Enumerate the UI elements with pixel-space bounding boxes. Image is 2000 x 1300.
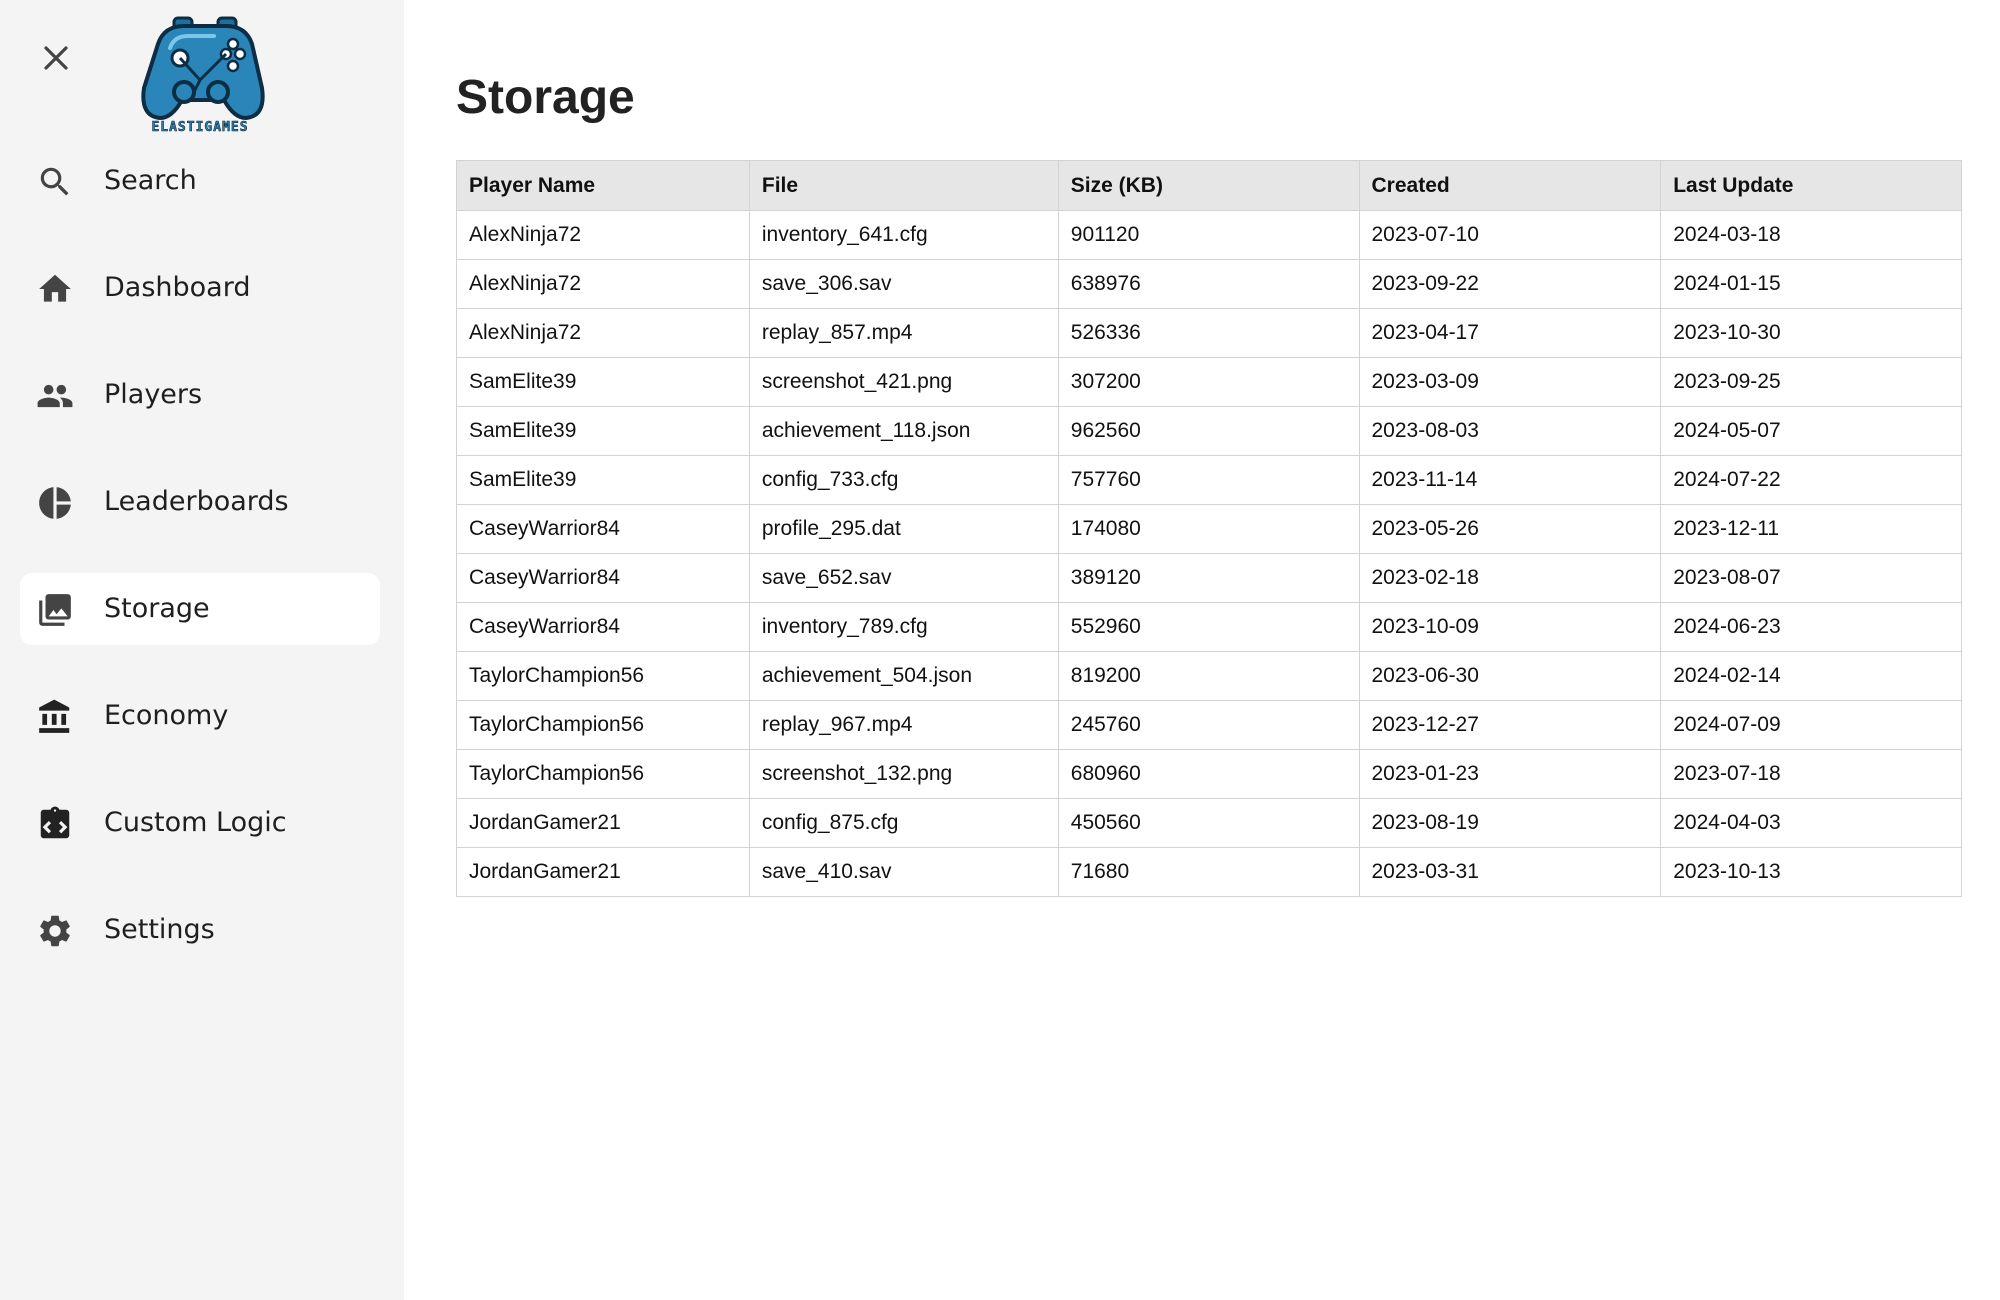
table-row[interactable] — [457, 701, 1962, 750]
player-name-cell: AlexNinja72 — [457, 211, 750, 260]
last-update-cell: 2024-04-03 — [1661, 799, 1962, 848]
last-update-cell: 2024-07-09 — [1661, 701, 1962, 750]
close-icon — [36, 38, 76, 78]
file-cell: config_875.cfg — [749, 799, 1058, 848]
player-name-cell: SamElite39 — [457, 407, 750, 456]
last-update-cell: 2023-09-25 — [1661, 358, 1962, 407]
size-cell: 174080 — [1058, 505, 1359, 554]
last-update-cell: 2024-06-23 — [1661, 603, 1962, 652]
size-cell: 757760 — [1058, 456, 1359, 505]
player-name-cell: CaseyWarrior84 — [457, 603, 750, 652]
created-cell: 2023-05-26 — [1359, 505, 1661, 554]
file-cell: screenshot_132.png — [749, 750, 1058, 799]
column-header-size[interactable]: Size (KB) — [1058, 161, 1359, 211]
last-update-cell: 2024-02-14 — [1661, 652, 1962, 701]
table-row[interactable] — [457, 799, 1962, 848]
main-content — [404, 0, 2000, 1300]
sidebar-item-label: Storage — [104, 593, 210, 624]
file-cell: save_306.sav — [749, 260, 1058, 309]
table-row[interactable] — [457, 407, 1962, 456]
file-cell: save_652.sav — [749, 554, 1058, 603]
gamepad-logo-icon — [134, 14, 266, 124]
sidebar-item-label: Leaderboards — [104, 486, 289, 517]
sidebar-item-players[interactable] — [20, 359, 380, 431]
last-update-cell: 2023-07-18 — [1661, 750, 1962, 799]
last-update-cell: 2023-10-30 — [1661, 309, 1962, 358]
table-row[interactable] — [457, 554, 1962, 603]
sidebar-item-search[interactable] — [20, 145, 380, 217]
sidebar-item-custom-logic[interactable] — [20, 787, 380, 859]
sidebar-item-economy[interactable] — [20, 680, 380, 752]
sidebar-item-leaderboards[interactable] — [20, 466, 380, 538]
player-name-cell: JordanGamer21 — [457, 799, 750, 848]
size-cell: 71680 — [1058, 848, 1359, 897]
bank-icon — [36, 698, 74, 736]
file-cell: save_410.sav — [749, 848, 1058, 897]
file-cell: achievement_504.json — [749, 652, 1058, 701]
people-icon — [36, 377, 74, 415]
player-name-cell: TaylorChampion56 — [457, 750, 750, 799]
created-cell: 2023-12-27 — [1359, 701, 1661, 750]
created-cell: 2023-01-23 — [1359, 750, 1661, 799]
size-cell: 526336 — [1058, 309, 1359, 358]
home-icon — [36, 270, 74, 308]
created-cell: 2023-02-18 — [1359, 554, 1661, 603]
last-update-cell: 2023-10-13 — [1661, 848, 1962, 897]
size-cell: 680960 — [1058, 750, 1359, 799]
size-cell: 307200 — [1058, 358, 1359, 407]
table-row[interactable] — [457, 211, 1962, 260]
file-cell: inventory_641.cfg — [749, 211, 1058, 260]
created-cell: 2023-08-19 — [1359, 799, 1661, 848]
created-cell: 2023-07-10 — [1359, 211, 1661, 260]
sidebar-item-label: Dashboard — [104, 272, 251, 303]
created-cell: 2023-03-09 — [1359, 358, 1661, 407]
table-row[interactable] — [457, 848, 1962, 897]
player-name-cell: AlexNinja72 — [457, 309, 750, 358]
created-cell: 2023-11-14 — [1359, 456, 1661, 505]
sidebar-item-label: Custom Logic — [104, 807, 287, 838]
code-clipboard-icon — [36, 805, 74, 843]
page-title: Storage — [456, 71, 635, 124]
player-name-cell: TaylorChampion56 — [457, 701, 750, 750]
column-header-created[interactable]: Created — [1359, 161, 1661, 211]
player-name-cell: TaylorChampion56 — [457, 652, 750, 701]
player-name-cell: SamElite39 — [457, 358, 750, 407]
table-row[interactable] — [457, 750, 1962, 799]
logo-text: ELASTIGAMES — [151, 120, 249, 135]
column-header-player-name[interactable]: Player Name — [457, 161, 750, 211]
file-cell: inventory_789.cfg — [749, 603, 1058, 652]
storage-table — [456, 160, 1962, 897]
player-name-cell: CaseyWarrior84 — [457, 505, 750, 554]
size-cell: 638976 — [1058, 260, 1359, 309]
size-cell: 552960 — [1058, 603, 1359, 652]
created-cell: 2023-06-30 — [1359, 652, 1661, 701]
table-row[interactable] — [457, 260, 1962, 309]
pie-chart-icon — [36, 484, 74, 522]
last-update-cell: 2023-12-11 — [1661, 505, 1962, 554]
column-header-file[interactable]: File — [749, 161, 1058, 211]
table-header-row — [457, 161, 1962, 211]
table-row[interactable] — [457, 456, 1962, 505]
created-cell: 2023-03-31 — [1359, 848, 1661, 897]
table-row[interactable] — [457, 505, 1962, 554]
photo-library-icon — [36, 591, 74, 629]
size-cell: 245760 — [1058, 701, 1359, 750]
table-row[interactable] — [457, 309, 1962, 358]
gear-icon — [36, 912, 74, 950]
sidebar-item-storage[interactable] — [20, 573, 380, 645]
last-update-cell: 2024-03-18 — [1661, 211, 1962, 260]
last-update-cell: 2024-07-22 — [1661, 456, 1962, 505]
file-cell: achievement_118.json — [749, 407, 1058, 456]
player-name-cell: AlexNinja72 — [457, 260, 750, 309]
file-cell: config_733.cfg — [749, 456, 1058, 505]
file-cell: replay_967.mp4 — [749, 701, 1058, 750]
table-row[interactable] — [457, 652, 1962, 701]
sidebar-item-settings[interactable] — [20, 894, 380, 966]
created-cell: 2023-10-09 — [1359, 603, 1661, 652]
last-update-cell: 2023-08-07 — [1661, 554, 1962, 603]
player-name-cell: CaseyWarrior84 — [457, 554, 750, 603]
size-cell: 819200 — [1058, 652, 1359, 701]
sidebar-item-dashboard[interactable] — [20, 252, 380, 324]
created-cell: 2023-04-17 — [1359, 309, 1661, 358]
table-row[interactable] — [457, 603, 1962, 652]
created-cell: 2023-09-22 — [1359, 260, 1661, 309]
created-cell: 2023-08-03 — [1359, 407, 1661, 456]
last-update-cell: 2024-01-15 — [1661, 260, 1962, 309]
search-icon — [36, 163, 74, 201]
file-cell: profile_295.dat — [749, 505, 1058, 554]
size-cell: 389120 — [1058, 554, 1359, 603]
size-cell: 901120 — [1058, 211, 1359, 260]
table-body — [457, 211, 1962, 897]
close-sidebar-button[interactable] — [36, 38, 76, 78]
sidebar-item-label: Search — [104, 165, 197, 196]
elastigames-logo — [134, 14, 266, 140]
size-cell: 962560 — [1058, 407, 1359, 456]
table-row[interactable] — [457, 358, 1962, 407]
last-update-cell: 2024-05-07 — [1661, 407, 1962, 456]
player-name-cell: SamElite39 — [457, 456, 750, 505]
file-cell: replay_857.mp4 — [749, 309, 1058, 358]
column-header-last-update[interactable]: Last Update — [1661, 161, 1962, 211]
file-cell: screenshot_421.png — [749, 358, 1058, 407]
player-name-cell: JordanGamer21 — [457, 848, 750, 897]
sidebar — [0, 0, 404, 1300]
sidebar-item-label: Settings — [104, 914, 215, 945]
sidebar-item-label: Economy — [104, 700, 229, 731]
size-cell: 450560 — [1058, 799, 1359, 848]
sidebar-item-label: Players — [104, 379, 203, 410]
